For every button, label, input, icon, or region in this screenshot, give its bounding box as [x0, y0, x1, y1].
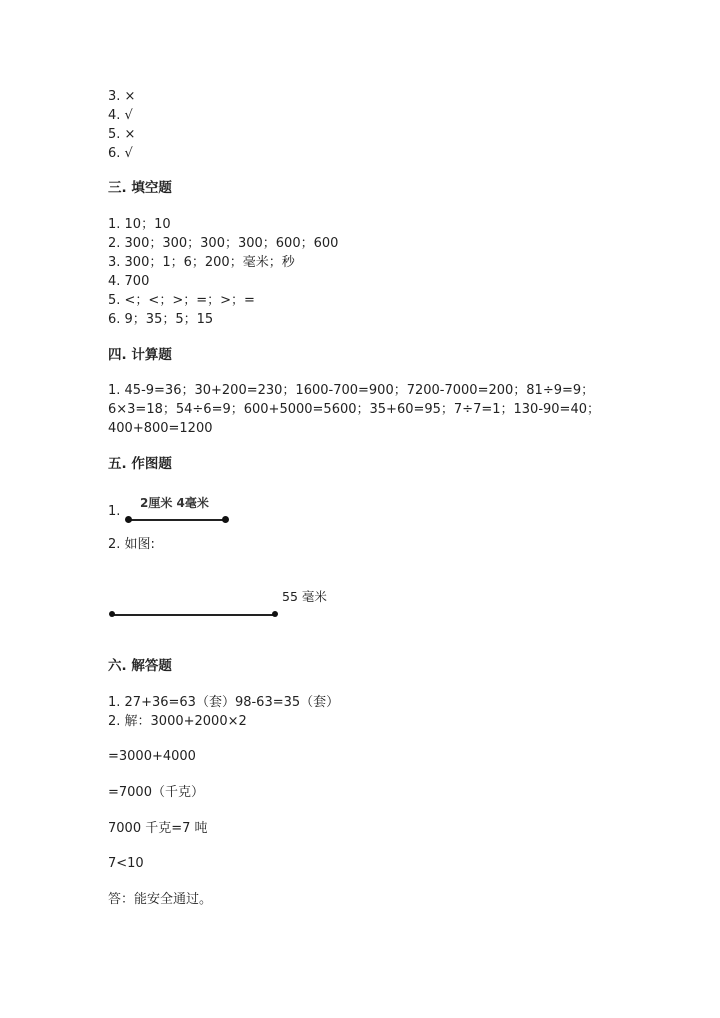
calc-answer-line-2: 6×3=18；54÷6=9；600+5000=5600；35+60=95；7÷7=1；130-90=40；: [108, 402, 600, 417]
judge-answer-3: 3. ×: [108, 89, 136, 104]
solution-line-6: 7<10: [108, 856, 144, 871]
fill-answer-5: 5. <；<；>；=；>；=: [108, 293, 255, 308]
segment-1-length-label: 2厘米 4毫米: [140, 496, 209, 510]
solution-line-4: =7000（千克）: [108, 785, 204, 800]
segment-1-line: [128, 519, 226, 521]
drawing-item-1-label: 1.: [108, 504, 121, 519]
segment-2-end-point: [272, 611, 278, 617]
solution-line-2: 2. 解：3000+2000×2: [108, 714, 247, 729]
section-heading-word-problems: 六. 解答题: [108, 658, 172, 674]
calc-answer-line-3: 400+800=1200: [108, 421, 213, 436]
solution-line-5: 7000 千克=7 吨: [108, 821, 208, 836]
judge-answer-4: 4. √: [108, 108, 133, 123]
section-heading-fill-in: 三. 填空题: [108, 180, 172, 196]
judge-answer-6: 6. √: [108, 146, 133, 161]
section-heading-calculation: 四. 计算题: [108, 347, 172, 363]
fill-answer-4: 4. 700: [108, 274, 150, 289]
solution-line-1: 1. 27+36=63（套）98-63=35（套）: [108, 695, 340, 710]
segment-2-length-label: 55 毫米: [282, 589, 327, 604]
drawing-item-2-label: 2. 如图:: [108, 537, 155, 552]
segment-1-end-point: [222, 516, 229, 523]
fill-answer-2: 2. 300；300；300；300；600；600: [108, 236, 339, 251]
section-heading-drawing: 五. 作图题: [108, 456, 172, 472]
solution-answer: 答：能安全通过。: [108, 892, 213, 907]
calc-answer-line-1: 1. 45-9=36；30+200=230；1600-700=900；7200-7000=200；81÷9=9；: [108, 383, 595, 398]
segment-2-line: [113, 614, 275, 616]
solution-line-3: =3000+4000: [108, 749, 196, 764]
fill-answer-1: 1. 10；10: [108, 217, 171, 232]
judge-answer-5: 5. ×: [108, 127, 136, 142]
fill-answer-6: 6. 9；35；5；15: [108, 312, 214, 327]
segment-1-start-point: [125, 516, 132, 523]
segment-2-start-point: [109, 611, 115, 617]
fill-answer-3: 3. 300；1；6；200；毫米；秒: [108, 255, 295, 270]
